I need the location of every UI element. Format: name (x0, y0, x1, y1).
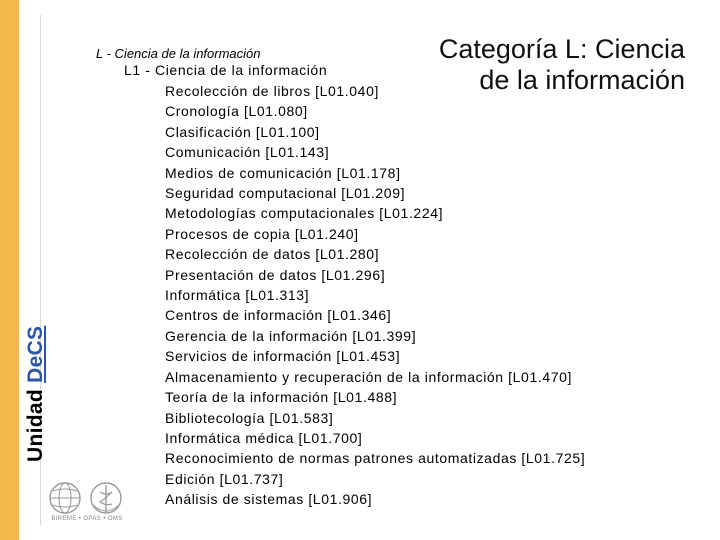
unit-label-prefix: Unidad (24, 389, 47, 462)
sidebar-bar (0, 0, 19, 540)
list-item: Clasificación [L01.100] (165, 123, 320, 140)
list-item: Metodologías computacionales [L01.224] (165, 205, 444, 222)
subcategory-heading: L1 - Ciencia de la información (124, 62, 328, 78)
globe-logo-icon (50, 483, 80, 513)
list-item: Cronología [L01.080] (165, 103, 308, 120)
list-item: Seguridad computacional [L01.209] (165, 185, 406, 202)
category-breadcrumb: L - Ciencia de la información (96, 46, 261, 61)
list-item: Teoría de la información [L01.488] (165, 389, 398, 406)
list-item: Recolección de libros [L01.040] (165, 83, 379, 99)
list-item: Informática médica [L01.700] (165, 429, 363, 446)
list-item: Comunicación [L01.143] (165, 144, 330, 161)
list-item: Servicios de información [L01.453] (165, 348, 401, 365)
decs-link[interactable]: DeCS (24, 325, 47, 383)
list-item: Edición [L01.737] (165, 470, 284, 487)
list-item: Procesos de copia [L01.240] (165, 225, 359, 242)
list-item: Análisis de sistemas [L01.906] (165, 491, 373, 508)
logo-caption: BIREME • OPAS • OMS (51, 516, 123, 522)
list-item: Informática [L01.313] (165, 287, 310, 304)
list-item: Presentación de datos [L01.296] (165, 266, 386, 283)
list-item: Almacenamiento y recuperación de la información [L01.470] (165, 368, 572, 385)
who-emblem-icon (91, 483, 121, 513)
terms-list (165, 81, 585, 510)
list-item: Recolección de datos [L01.280] (165, 246, 380, 263)
list-item: Gerencia de la información [L01.399] (165, 327, 417, 344)
list-item: Reconocimiento de normas patrones automatizadas [L01.725] (165, 450, 586, 467)
list-item: Centros de información [L01.346] (165, 307, 392, 324)
unit-label (24, 326, 48, 462)
slide-title: Categoría L: Ciencia de la información (438, 34, 685, 95)
list-item: Medios de comunicación [L01.178] (165, 164, 401, 181)
list-item: Bibliotecología [L01.583] (165, 409, 334, 426)
